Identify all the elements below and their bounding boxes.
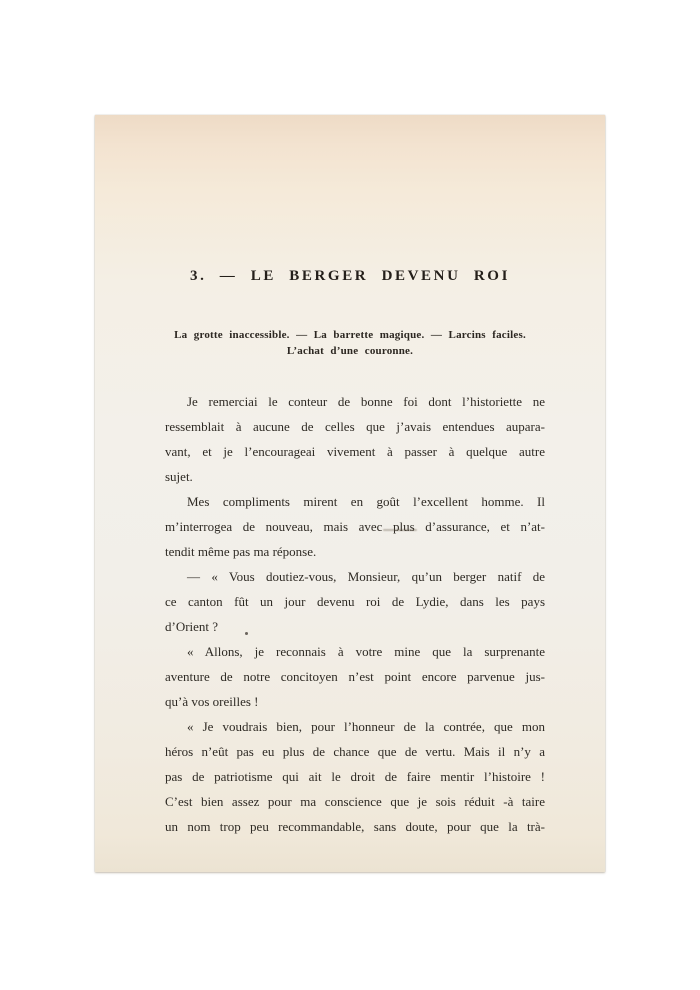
- chapter-summary-line-1: La grotte inaccessible. — La barrette magique. — Larcins faciles.: [174, 329, 526, 341]
- text-line: d’Orient ?: [165, 619, 219, 634]
- text-line: sujet.: [165, 469, 193, 484]
- text-line: — « Vous doutiez-vous, Monsieur, qu’un berger natif de: [187, 569, 545, 584]
- paragraph-3: [165, 564, 545, 639]
- text-line: ressemblait à aucune de celles que j’avais entendues aupara-: [165, 419, 545, 434]
- text-line: « Allons, je reconnais à votre mine que la surprenante: [187, 644, 545, 659]
- chapter-summary: [95, 327, 605, 359]
- chapter-summary-line-2: L’achat d’une couronne.: [286, 345, 414, 357]
- ink-speck: [245, 632, 248, 635]
- text-line: qu’à vos oreilles !: [165, 694, 259, 709]
- body-text: [165, 389, 545, 839]
- paragraph-1: [165, 389, 545, 489]
- chapter-title: 3. — LE BERGER DEVENU ROI: [189, 268, 511, 284]
- text-line: ce canton fût un jour devenu roi de Lydie, dans les pays: [165, 594, 545, 609]
- text-line: pas de patriotisme qui ait le droit de faire mentir l’histoire !: [165, 769, 545, 784]
- ink-smudge: [383, 529, 417, 531]
- text-line: C’est bien assez pour ma conscience que je sois réduit -à taire: [165, 794, 545, 809]
- text-line: tendit même pas ma réponse.: [165, 544, 317, 559]
- text-line: héros n’eût pas eu plus de chance que de vertu. Mais il n’y a: [165, 744, 545, 759]
- text-line: Mes compliments mirent en goût l’excellent homme. Il: [187, 494, 545, 509]
- book-page: [95, 115, 605, 872]
- text-line: « Je voudrais bien, pour l’honneur de la contrée, que mon: [187, 719, 545, 734]
- text-line: un nom trop peu recommandable, sans doute, pour que la trà-: [165, 819, 545, 834]
- paragraph-4: [165, 639, 545, 714]
- text-line: aventure de notre concitoyen n’est point encore parvenue jus-: [165, 669, 545, 684]
- text-line: m’interrogea de nouveau, mais avec plus d’assurance, et n’at-: [165, 519, 545, 534]
- paragraph-2: [165, 489, 545, 564]
- paragraph-5: [165, 714, 545, 839]
- text-line: Je remerciai le conteur de bonne foi dont l’historiette ne: [187, 394, 545, 409]
- text-line: vant, et je l’encourageai vivement à passer à quelque autre: [165, 444, 545, 459]
